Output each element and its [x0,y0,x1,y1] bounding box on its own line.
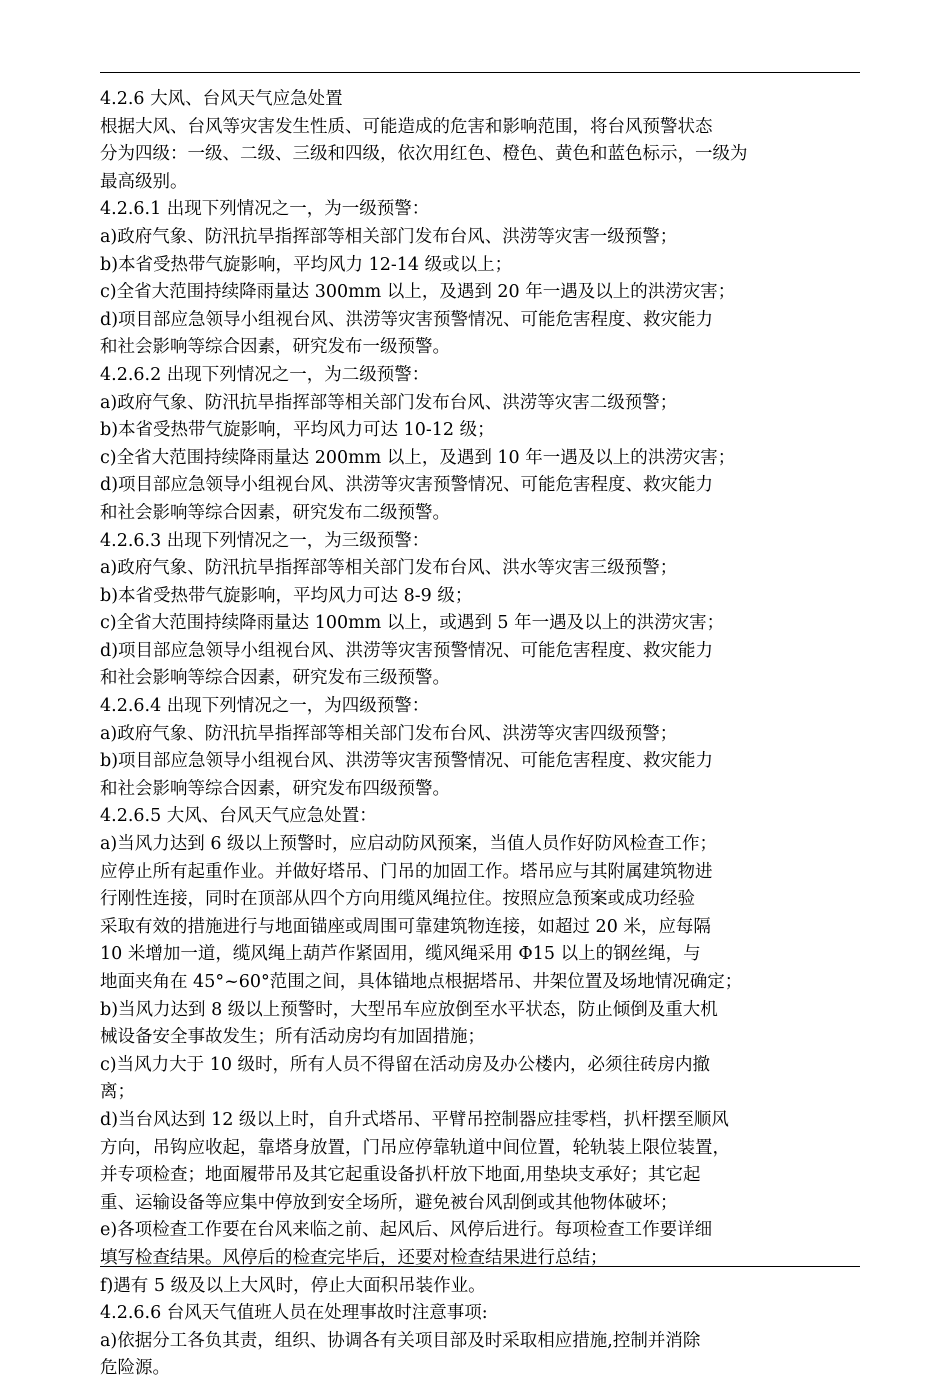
paragraph-line: 填写检查结果。风停后的检查完毕后，还要对检查结果进行总结； [100,1247,608,1268]
paragraph-line: 根据大风、台风等灾害发生性质、可能造成的危害和影响范围，将台风预警状态 [100,116,713,137]
paragraph-line: 方向，吊钩应收起，靠塔身放置，门吊应停靠轨道中间位置，轮轨装上限位装置， [100,1137,730,1158]
paragraph-line: 和社会影响等综合因素，研究发布三级预警。 [100,668,450,689]
paragraph-line: e)各项检查工作要在台风来临之前、起风后、风停后进行。每项检查工作要详细 [100,1220,713,1241]
paragraph-line: b)项目部应急领导小组视台风、洪涝等灾害预警情况、可能危害程度、救灾能力 [100,751,714,772]
paragraph-line: a)政府气象、防汛抗旱指挥部等相关部门发布台风、洪涝等灾害四级预警； [100,723,678,744]
header-rule [100,72,860,73]
paragraph-line: a)当风力达到 6 级以上预警时，应启动防风预案，当值人员作好防风检查工作； [100,834,718,855]
paragraph-line: 和社会影响等综合因素，研究发布一级预警。 [100,337,450,358]
paragraph-line: 地面夹角在 45°~60°范围之间，具体锚地点根据塔吊、井架位置及场地情况确定； [100,972,743,992]
section-heading-4-2-6-3: 4.2.6.3 出现下列情况之一，为三级预警： [100,530,430,551]
paragraph-line: 并专项检查；地面履带吊及其它起重设备扒杆放下地面,用垫块支承好；其它起 [100,1165,701,1186]
paragraph-line: b)本省受热带气旋影响，平均风力可达 8-9 级； [100,585,473,606]
paragraph-line: c)当风力大于 10 级时，所有人员不得留在活动房及办公楼内，必须往砖房内撤 [100,1054,711,1075]
paragraph-line: 10 米增加一道，缆风绳上葫芦作紧固用，缆风绳采用 Φ15 以上的钢丝绳，与 [100,944,701,965]
paragraph-line: c)全省大范围持续降雨量达 300mm 以上，及遇到 20 年一遇及以上的洪涝灾害； [100,282,736,303]
paragraph-line: c)全省大范围持续降雨量达 200mm 以上，及遇到 10 年一遇及以上的洪涝灾害； [100,447,736,468]
section-heading-4-2-6: 4.2.6 大风、台风天气应急处置 [100,89,343,109]
footer-rule [100,1266,860,1267]
paragraph-line: 和社会影响等综合因素，研究发布二级预警。 [100,502,450,523]
section-heading-4-2-6-2: 4.2.6.2 出现下列情况之一，为二级预警： [100,364,430,385]
paragraph-line: d)项目部应急领导小组视台风、洪涝等灾害预警情况、可能危害程度、救灾能力 [100,309,714,330]
paragraph-line: a)政府气象、防汛抗旱指挥部等相关部门发布台风、洪水等灾害三级预警； [100,558,678,579]
paragraph-line: 械设备安全事故发生；所有活动房均有加固措施； [100,1027,485,1048]
paragraph-line: 行刚性连接，同时在顶部从四个方向用缆风绳拉住。按照应急预案或成功经验 [100,889,695,910]
paragraph-line: a)政府气象、防汛抗旱指挥部等相关部门发布台风、洪涝等灾害二级预警； [100,392,678,413]
paragraph-line: 分为四级：一级、二级、三级和四级，依次用红色、橙色、黄色和蓝色标示，一级为 [100,144,748,165]
section-heading-4-2-6-5: 4.2.6.5 大风、台风天气应急处置： [100,806,377,827]
paragraph-line: 最高级别。 [100,171,188,192]
paragraph-line: d)项目部应急领导小组视台风、洪涝等灾害预警情况、可能危害程度、救灾能力 [100,640,714,661]
paragraph-line: d)当台风达到 12 级以上时，自升式塔吊、平臂吊控制器应挂零档，扒杆摆至顺风 [100,1109,729,1130]
section-heading-4-2-6-1: 4.2.6.1 出现下列情况之一，为一级预警： [100,199,430,220]
paragraph-line: 离； [100,1082,135,1103]
paragraph-line: a)政府气象、防汛抗旱指挥部等相关部门发布台风、洪涝等灾害一级预警； [100,226,678,247]
paragraph-line: b)当风力达到 8 级以上预警时，大型吊车应放倒至水平状态，防止倾倒及重大机 [100,999,718,1020]
section-heading-4-2-6-4: 4.2.6.4 出现下列情况之一，为四级预警： [100,696,430,717]
document-body [100,86,860,1383]
section-heading-4-2-6-6: 4.2.6.6 台风天气值班人员在处理事故时注意事项: [100,1303,488,1324]
paragraph-line: b)本省受热带气旋影响，平均风力 12-14 级或以上； [100,254,513,275]
paragraph-line: c)全省大范围持续降雨量达 100mm 以上，或遇到 5 年一遇及以上的洪涝灾害； [100,613,725,634]
paragraph-line: d)项目部应急领导小组视台风、洪涝等灾害预警情况、可能危害程度、救灾能力 [100,475,714,496]
paragraph-line: a)依据分工各负其责，组织、协调各有关项目部及时采取相应措施,控制并消除 [100,1330,701,1351]
paragraph-line: 和社会影响等综合因素，研究发布四级预警。 [100,778,450,799]
paragraph-line: f)遇有 5 级及以上大风时，停止大面积吊装作业。 [100,1275,486,1296]
paragraph-line: b)本省受热带气旋影响，平均风力可达 10-12 级； [100,420,495,441]
paragraph-line: 应停止所有起重作业。并做好塔吊、门吊的加固工作。塔吊应与其附属建筑物进 [100,861,713,882]
paragraph-line: 采取有效的措施进行与地面锚座或周围可靠建筑物连接，如超过 20 米，应每隔 [100,916,711,937]
paragraph-line: 危险源。 [100,1358,170,1379]
paragraph-line: 重、运输设备等应集中停放到安全场所，避免被台风刮倒或其他物体破坏； [100,1192,678,1213]
